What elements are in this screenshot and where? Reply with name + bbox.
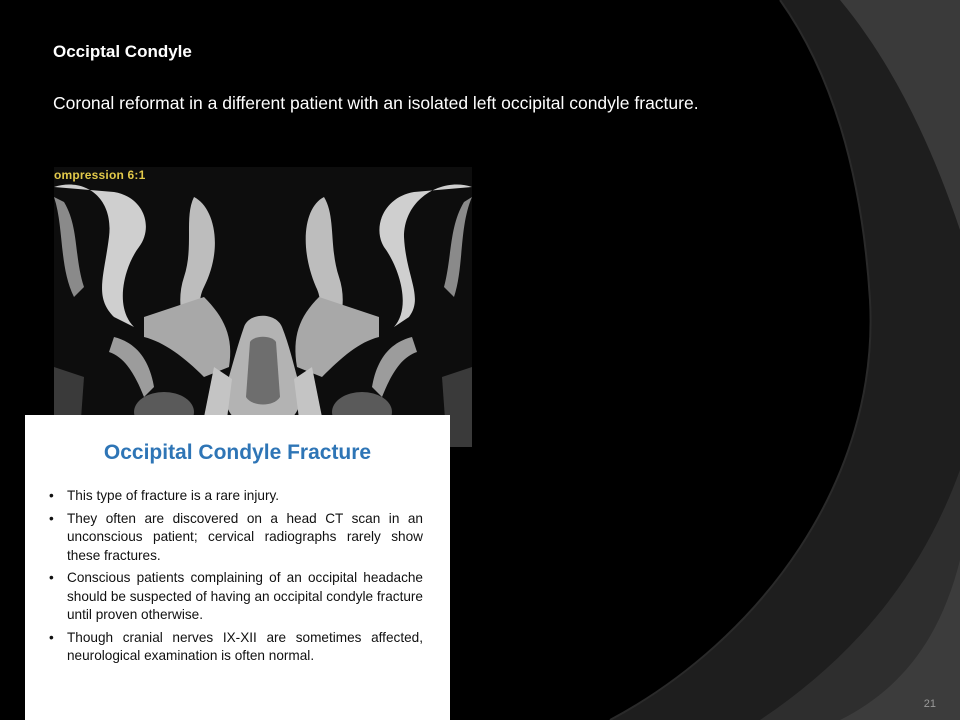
info-panel (25, 415, 450, 720)
bullet-text: This type of fracture is a rare injury. (67, 488, 280, 503)
ct-scan-image (54, 167, 472, 447)
bullet-text: Though cranial nerves IX-XII are sometimes affected, neurological examination is often normal. (67, 629, 423, 663)
bullet-list (47, 487, 423, 670)
bullet-icon: • (49, 510, 54, 526)
list-item (47, 487, 423, 506)
bullet-icon: • (49, 629, 54, 645)
ct-overlay-text: ompression 6:1 (54, 168, 146, 182)
list-item (47, 510, 423, 566)
list-item (47, 629, 423, 666)
bullet-text: They often are discovered on a head CT scan in an unconscious patient; cervical radiographs rarely show these fractures. (67, 510, 423, 563)
slide-caption: Coronal reformat in a different patient with an isolated left occipital condyle fracture. (53, 93, 699, 113)
panel-title: Occipital Condyle Fracture (103, 441, 372, 464)
bullet-icon: • (49, 570, 54, 585)
list-item (47, 569, 423, 625)
bullet-text: Conscious patients complaining of an occipital headache should be suspected of having an occipital condyle fracture until proven otherwise. (67, 570, 423, 622)
ct-scan-illustration (54, 167, 472, 447)
slide-title: Occiptal Condyle (53, 42, 192, 61)
bullet-icon: • (49, 488, 54, 503)
page-number: 21 (923, 698, 936, 710)
